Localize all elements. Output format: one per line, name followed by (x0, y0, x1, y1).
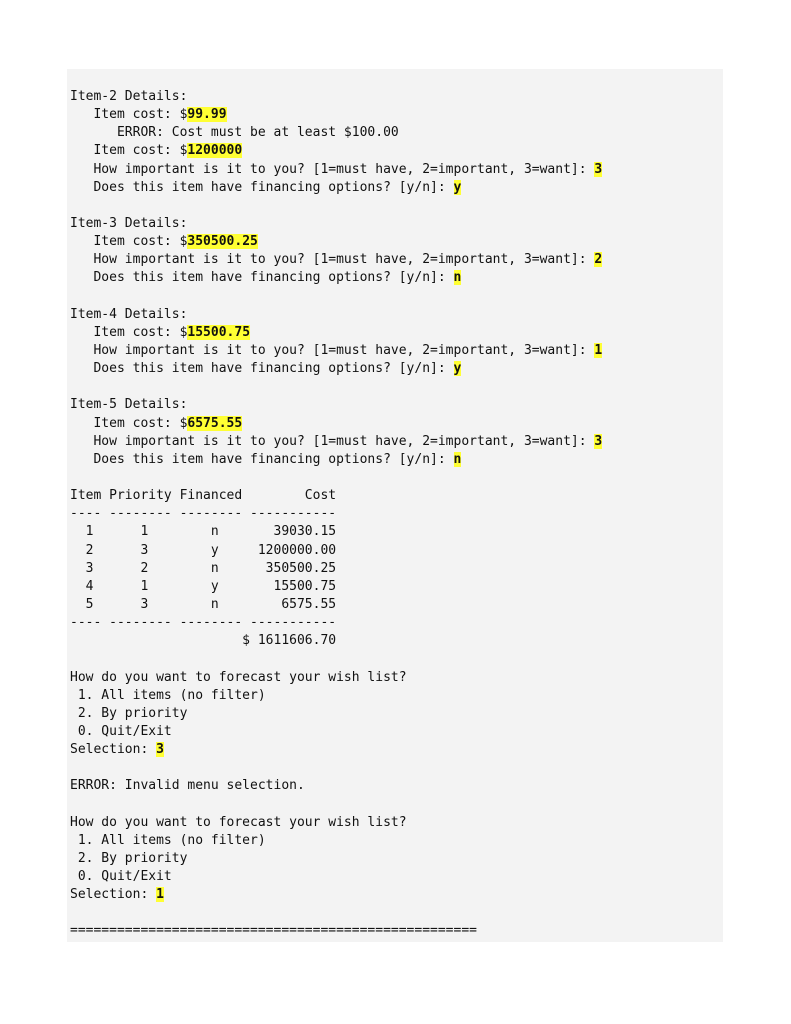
table-separator-top: ---- -------- -------- ----------- (70, 506, 337, 522)
item2-importance-line (70, 161, 723, 179)
menu-error: ERROR: Invalid menu selection. (70, 778, 305, 794)
menu2-question: How do you want to forecast your wish list? (70, 814, 407, 830)
item5-header: Item-5 Details: (70, 397, 188, 413)
item2-cost-line-2 (70, 142, 723, 160)
item3-importance-line (70, 251, 723, 269)
item4-financing-input: y (453, 361, 462, 377)
menu2-option-priority: 2. By priority (70, 850, 188, 866)
item5-cost-input: 6575.55 (187, 415, 243, 431)
item4-financing-prompt: Does this item have financing options? [y/n]: (70, 361, 454, 377)
menu2-selection-input: 1 (156, 887, 164, 903)
item2-cost-line-1 (70, 106, 723, 124)
item3-importance-prompt: How important is it to you? [1=must have, 2=important, 3=want]: (70, 252, 595, 268)
table-row: 5 3 n 6575.55 (70, 596, 337, 612)
item4-importance-input: 1 (594, 342, 603, 358)
blank-line (70, 469, 723, 487)
item5-importance-prompt: How important is it to you? [1=must have, 2=important, 3=want]: (70, 433, 595, 449)
table-row: 3 2 n 350500.25 (70, 560, 337, 576)
item3-importance-input: 2 (594, 252, 603, 268)
menu1-selection-prompt: Selection: (70, 742, 157, 758)
item2-importance-input: 3 (594, 161, 603, 177)
item2-cost-error: ERROR: Cost must be at least $100.00 (70, 125, 399, 141)
table-row: 1 1 n 39030.15 (70, 524, 337, 540)
item2-financing-line (70, 179, 723, 197)
menu1-option-all: 1. All items (no filter) (70, 687, 266, 703)
menu2-option-quit: 0. Quit/Exit (70, 869, 172, 885)
blank-line (70, 759, 723, 777)
item5-cost-prompt: Item cost: $ (70, 415, 188, 431)
table-separator-bottom: ---- -------- -------- ----------- (70, 615, 337, 631)
item5-cost-line (70, 415, 723, 433)
menu1-selection-line (70, 741, 723, 759)
menu2-selection-prompt: Selection: (70, 887, 157, 903)
item3-header: Item-3 Details: (70, 215, 188, 231)
menu1-option-quit: 0. Quit/Exit (70, 723, 172, 739)
menu1-option-priority: 2. By priority (70, 705, 188, 721)
item5-financing-input: n (453, 451, 462, 467)
item4-importance-line (70, 342, 723, 360)
table-total: $ 1611606.70 (70, 633, 337, 649)
blank-line (70, 904, 723, 922)
item3-cost-prompt: Item cost: $ (70, 234, 188, 250)
item2-financing-input: y (453, 179, 462, 195)
table-row: 4 1 y 15500.75 (70, 578, 337, 594)
table-header: Item Priority Financed Cost (70, 488, 337, 504)
menu1-selection-input: 3 (156, 742, 164, 758)
divider-line: ==================================================== (70, 923, 477, 939)
item3-financing-line (70, 269, 723, 287)
console-output (67, 69, 723, 942)
item5-financing-line (70, 451, 723, 469)
item4-financing-line (70, 360, 723, 378)
blank-line (70, 378, 723, 396)
item5-importance-input: 3 (594, 433, 603, 449)
menu2-option-all: 1. All items (no filter) (70, 832, 266, 848)
item5-financing-prompt: Does this item have financing options? [y/n]: (70, 451, 454, 467)
menu1-question: How do you want to forecast your wish list? (70, 669, 407, 685)
item2-importance-prompt: How important is it to you? [1=must have, 2=important, 3=want]: (70, 161, 595, 177)
item3-cost-input: 350500.25 (187, 234, 258, 250)
item2-cost-input-2: 1200000 (187, 143, 243, 159)
item4-cost-prompt: Item cost: $ (70, 324, 188, 340)
blank-line (70, 197, 723, 215)
item2-financing-prompt: Does this item have financing options? [y/n]: (70, 179, 454, 195)
table-row: 2 3 y 1200000.00 (70, 542, 337, 558)
item2-cost-input-1: 99.99 (187, 107, 227, 123)
item4-cost-input: 15500.75 (187, 324, 251, 340)
item2-cost-prompt-1: Item cost: $ (70, 107, 188, 123)
item4-cost-line (70, 324, 723, 342)
item3-financing-input: n (453, 270, 462, 286)
blank-line (70, 650, 723, 668)
item2-cost-prompt-2: Item cost: $ (70, 143, 188, 159)
blank-line (70, 795, 723, 813)
item4-importance-prompt: How important is it to you? [1=must have, 2=important, 3=want]: (70, 342, 595, 358)
menu2-selection-line (70, 886, 723, 904)
item2-header: Item-2 Details: (70, 89, 188, 104)
item4-header: Item-4 Details: (70, 306, 188, 322)
blank-line (70, 288, 723, 306)
item5-importance-line (70, 433, 723, 451)
item3-financing-prompt: Does this item have financing options? [y/n]: (70, 270, 454, 286)
item3-cost-line (70, 233, 723, 251)
